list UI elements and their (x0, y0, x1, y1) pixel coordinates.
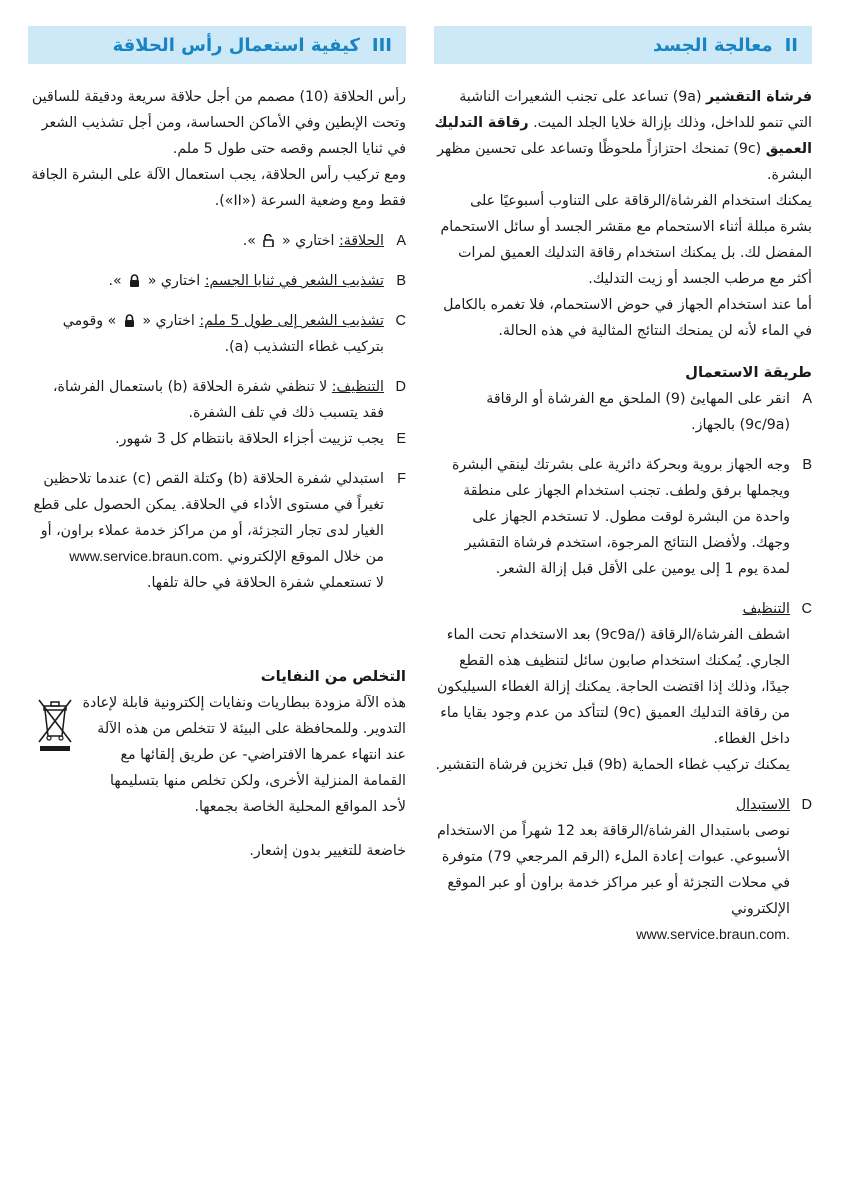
disposal-block (28, 690, 406, 820)
shaving-head-intro: رأس الحلاقة (10) مصمم من أجل حلاقة سريعة ودقيقة للساقين وتحت الإبطين وفي الأماكن الحساسة، ومن أجل تشذيب الشعر في ثنايا الجسم وقصه حتى طول 5 ملم. (31, 89, 406, 157)
bathtub-paragraph: أما عند استخدام الجهاز في حوض الاستحمام، فلا تغمره بالكامل في الماء لأنه لن يمنحك النتائج المثالية في هذه الحالة. (443, 297, 812, 339)
step-b-trimming: B تشذيب الشعر في ثنايا الجسم: اختاري « ». (108, 273, 406, 289)
section-header-body-treatment (434, 26, 812, 64)
step-e-oiling: E يجب تزييت أجزاء الحلاقة بانتظام كل 3 شهور. (115, 431, 406, 447)
lock-icon (124, 314, 135, 327)
service-url: www.service.braun.com. (636, 927, 790, 943)
step-d-replacement: D الاستبدال نوصى باستبدال الفرشاة/الرقاقة بعد 12 شهراً من الاستخدام الأسبوعي. عبوات إعادة الملء (الرقم المرجعي 79) متوفرة في محلات التجزئة أو عبر مراكز خدمة براون أو عبر الموقع الإلكتروني www.service.braun.com. (437, 797, 812, 943)
usage-paragraph: يمكنك استخدام الفرشاة/الرقاقة على التناوب أسبوعيًا على بشرة مبللة أثناء الاستحمام مع مقشر الجسد أو سائل الاستحمام المفضل لك. بل يمكنك استخدام رقاقة التدليك العميق لمرات أكثر مع مرطب الجسد أو زيت التدليك. (440, 193, 812, 287)
section-number: III (371, 34, 392, 56)
section-title: معالجة الجسد (653, 34, 773, 56)
step-f-replacement: F استبدلي شفرة الحلاقة (b) وكتلة القص (c) عندما تلاحظين تغيراً في مستوى الأداء في الحلاقة. يمكن الحصول على قطع الغيار لدى تجار التجزئة، أو من مراكز خدمة عملاء براون، أو من خلال الموقع الإلكتروني www.service.braun.com. لا تستعملي شفرة الحلاقة في حالة تلفها. (33, 471, 406, 591)
service-url: www.service.braun.com. (69, 549, 223, 565)
step-c-cleaning: C التنظيف اشطف الفرشاة/الرقاقة (/9c9a) بعد الاستخدام تحت الماء الجاري. يُمكنك استخدام صابون سائل لتنظيف هذه القطع جيدًا، وذلك إذا اقتضت الحاجة. يمكنك إزالة الغطاء السيليكون من رقاقة التدليك العميق (9c) لتتأكد من عدم وجود بقايا ماء داخل الغطاء. يمكنك تركيب غطاء الحماية (9b) قبل تخزين فرشاة التقشير. (435, 601, 812, 773)
section-shaving-head (28, 26, 406, 864)
shaving-head-usage: ومع تركيب رأس الحلاقة، يجب استعمال الآلة على البشرة الجافة فقط ومع وضعية السرعة («II»). (31, 167, 406, 209)
method-title: طريقة الاستعمال (685, 364, 812, 381)
step-c-trimming-5mm: C تشذيب الشعر إلى طول 5 ملم: اختاري « » وقومي بتركيب غطاء التشذيب (a). (62, 313, 406, 355)
replacement-title: الاستبدال (735, 797, 790, 813)
lock-icon (129, 274, 140, 287)
section-number: II (784, 34, 798, 56)
weee-bin-icon (28, 690, 82, 820)
disposal-title: التخلص من النفايات (260, 668, 406, 685)
disposal-text: هذه الآلة مزودة ببطاريات ونفايات إلكترونية قابلة لإعادة التدوير. وللمحافظة على البيئة لا تتخلص من هذه الآلة عند انتهاء عمرها الافتراضي- عن طريق إلقائها مع القمامة المنزلية الأخرى، ولكن تخلص منها بتسليمها لأحد المواقع المحلية الخاصة بجمعها. (82, 695, 406, 815)
section-header-shaving-head (28, 26, 406, 64)
step-a: A انقر على المهايئ (9) الملحق مع الفرشاة أو الرقاقة (9c/9a) بالجهاز. (486, 391, 812, 433)
cleaning-title: التنظيف (742, 601, 790, 617)
step-a-shaving: A الحلاقة: اختاري « ». (242, 233, 406, 249)
step-d-cleaning: D التنظيف: لا تنظفي شفرة الحلاقة (b) باستعمال الفرشاة، فقد يتسبب ذلك في تلف الشفرة. (52, 379, 406, 421)
section-title: كيفية استعمال رأس الحلاقة (112, 34, 360, 56)
section-body-treatment (434, 26, 812, 948)
intro-paragraph: فرشاة التقشير (9a) تساعد على تجنب الشعيرات الناشبة التي تنمو للداخل، وذلك بإزالة خلايا الجلد الميت. رقاقة التدليك العميق (9c) تمنحك احتزازاً ملحوظًا وتساعد على تحسين مظهر البشرة. (434, 89, 812, 183)
step-b: B وجه الجهاز بروية وبحركة دائرية على بشرتك لينقي البشرة ويجملها برفق ولطف. تجنب استخدام الجهاز على منطقة واحدة من البشرة لوقت مطول. لا تستخدم الجهاز على وجهك. ولأفضل النتائج المرجوة، استخدم فرشاة التقشير لمدة يوم 1 إلى يومين على الأقل قبل إزالة الشعر. (451, 457, 812, 577)
change-notice: خاضعة للتغيير بدون إشعار. (249, 843, 406, 859)
unlock-icon (263, 234, 274, 247)
